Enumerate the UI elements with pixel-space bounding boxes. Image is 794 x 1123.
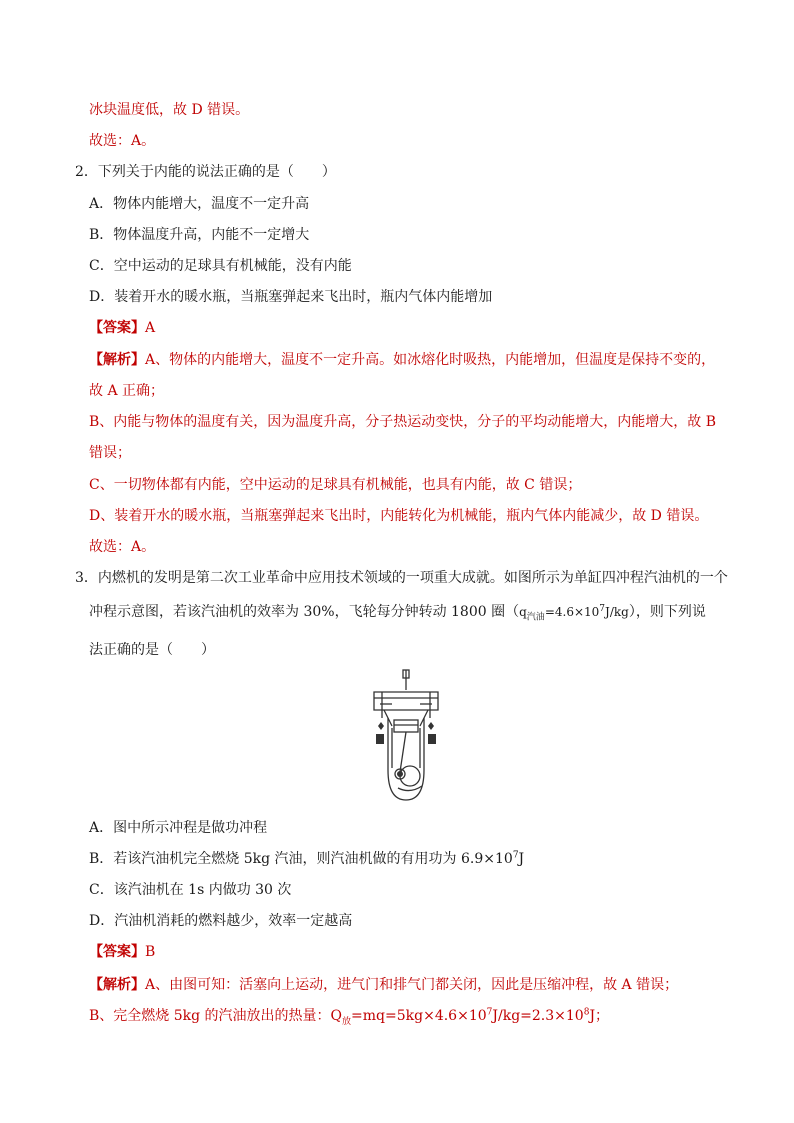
explanation-text: A、物体的内能增大，温度不一定升高。如冰熔化时吸热，内能增加，但温度是保持不变的， xyxy=(145,352,716,368)
exponent: 8 xyxy=(583,1007,590,1018)
explanation-line xyxy=(89,350,715,370)
formula-symbol: q xyxy=(519,605,527,619)
option-unit: J xyxy=(518,851,525,867)
explanation-tag: 【解析】 xyxy=(89,977,145,993)
answer-value: A xyxy=(145,320,156,336)
explanation-text: A、由图可知：活塞向上运动，进气门和排气门都关闭，因此是压缩冲程，故 A 错误； xyxy=(145,977,679,993)
explanation-text: J； xyxy=(589,1008,610,1024)
formula-unit: J/kg xyxy=(605,605,629,619)
option-b: B．物体温度升高，内能不一定增大 xyxy=(89,227,310,243)
engine-diagram-icon xyxy=(370,668,442,804)
option-d: D．装着开水的暖水瓶，当瓶塞弹起来飞出时，瓶内气体内能增加 xyxy=(89,289,493,305)
option-d: D．汽油机消耗的燃料越少，效率一定越高 xyxy=(89,913,353,929)
formula-q xyxy=(519,604,629,623)
text-line: 故选：A。 xyxy=(89,133,156,149)
subscript: 放 xyxy=(342,1016,352,1027)
answer-line xyxy=(89,942,155,962)
question-2-stem: 2．下列关于内能的说法正确的是（ ） xyxy=(75,164,336,180)
option-text: B．若该汽油机完全燃烧 5kg 汽油，则汽油机做的有用功为 6.9×10 xyxy=(89,851,513,867)
explanation-line xyxy=(89,975,678,995)
explanation-tag: 【解析】 xyxy=(89,352,145,368)
answer-line xyxy=(89,318,155,338)
option-c: C．该汽油机在 1s 内做功 30 次 xyxy=(89,882,292,898)
question-3-stem xyxy=(89,602,706,622)
selection-line: 故选：A。 xyxy=(89,539,156,555)
formula-exponent: 7 xyxy=(599,604,606,614)
exponent: 7 xyxy=(512,850,519,861)
text-line: 冰块温度低，故 D 错误。 xyxy=(89,102,250,118)
stem-text: ），则下列说 xyxy=(628,604,706,620)
stem-text: 冲程示意图，若该汽油机的效率为 30%，飞轮每分钟转动 1800 圈（ xyxy=(89,604,520,620)
option-c: C．空中运动的足球具有机械能，没有内能 xyxy=(89,258,352,274)
option-a: A．物体内能增大，温度不一定升高 xyxy=(89,196,310,212)
answer-tag: 【答案】 xyxy=(89,320,145,336)
formula-subscript: 汽油 xyxy=(526,612,545,623)
explanation-line: D、装着开水的暖水瓶，当瓶塞弹起来飞出时，内能转化为机械能，瓶内气体内能减少，故 D 错误。 xyxy=(89,508,709,524)
answer-value: B xyxy=(145,944,156,960)
question-3-stem: 法正确的是（ ） xyxy=(89,642,215,658)
exponent: 7 xyxy=(486,1007,493,1018)
explanation-line: 错误； xyxy=(89,445,131,461)
explanation-line xyxy=(89,1006,609,1026)
formula-value: =4.6×10 xyxy=(544,605,600,619)
explanation-line: 故 A 正确； xyxy=(89,383,165,399)
question-3-stem: 3．内燃机的发明是第二次工业革命中应用技术领域的一项重大成就。如图所示为单缸四冲程汽油机的一个 xyxy=(75,570,728,586)
answer-tag: 【答案】 xyxy=(89,944,145,960)
explanation-text: =mq=5kg×4.6×10 xyxy=(351,1008,487,1024)
explanation-text: J/kg=2.3×10 xyxy=(492,1008,584,1024)
explanation-text: B、完全燃烧 5kg 的汽油放出的热量：Q xyxy=(89,1008,343,1024)
explanation-line: B、内能与物体的温度有关，因为温度升高，分子热运动变快，分子的平均动能增大，内能增大，故 B xyxy=(89,414,717,430)
option-a: A．图中所示冲程是做功冲程 xyxy=(89,820,268,836)
explanation-line: C、一切物体都有内能，空中运动的足球具有机械能，也具有内能，故 C 错误； xyxy=(89,477,582,493)
option-b xyxy=(89,849,524,869)
